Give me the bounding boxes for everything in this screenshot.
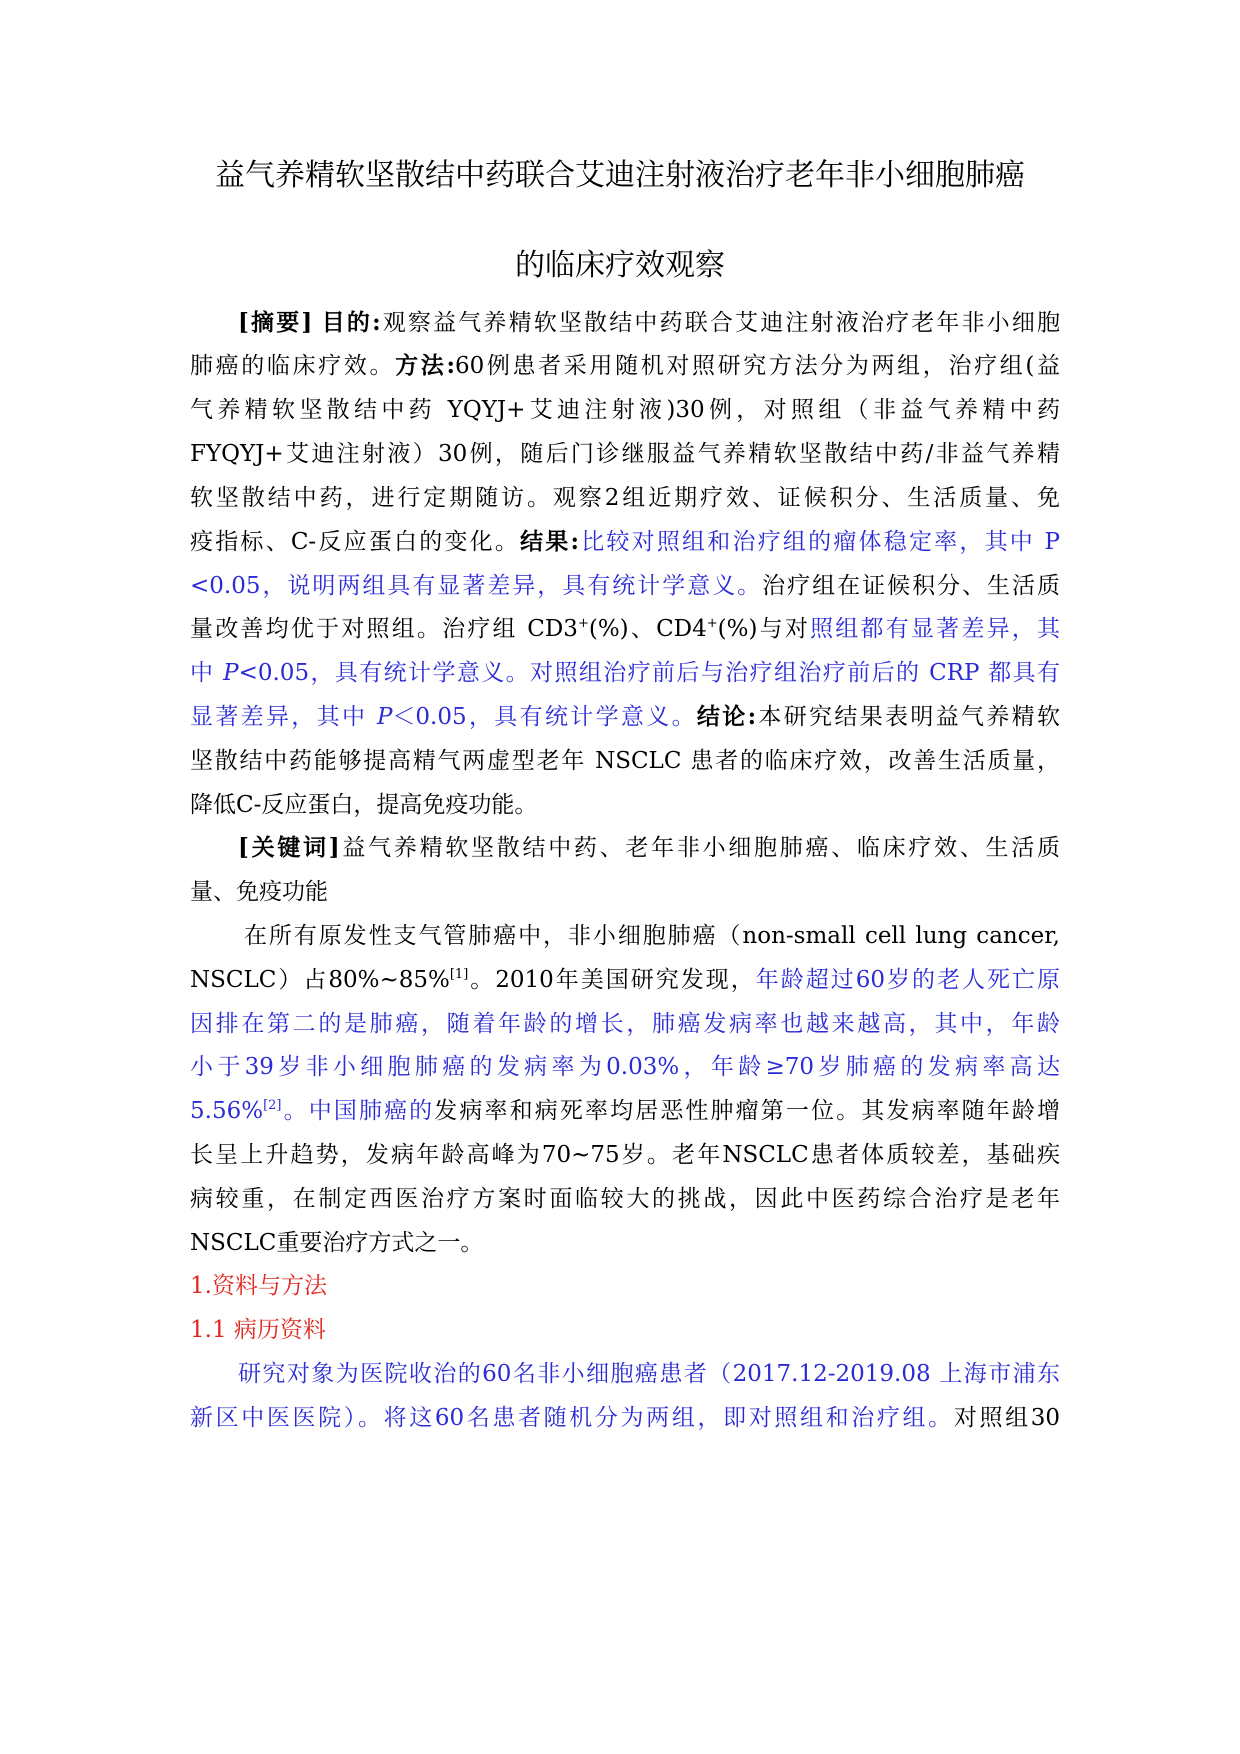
intro-line-5: 5.56%[2]。中国肺癌的发病率和病死率均居恶性肿瘤第一位。其发病率随年龄增: [190, 1098, 1060, 1124]
abstract-line-5: 软坚散结中药，进行定期随访。观察2组近期疗效、证候积分、生活质量、免: [190, 485, 1060, 511]
abstract-line-9: 中 P<0.05，具有统计学意义。对照组治疗前后与治疗组治疗前后的 CRP 都具有: [190, 660, 1060, 686]
abstract-label: [摘要]: [238, 309, 313, 336]
section-heading-1: 1.资料与方法: [190, 1273, 327, 1299]
body-line-2: 新区中医医院）。将这60名患者随机分为两组，即对照组和治疗组。对照组30: [190, 1405, 1060, 1431]
section-heading-1-1: 1.1 病历资料: [190, 1317, 326, 1343]
abstract-line-3: 气养精软坚散结中药 YQYJ+艾迪注射液)30例，对照组（非益气养精中药: [190, 397, 1060, 423]
abstract-line-6: 疫指标、C-反应蛋白的变化。结果:比较对照组和治疗组的瘤体稳定率，其中 P: [190, 528, 1060, 555]
intro-line-6: 长呈上升趋势，发病年龄高峰为70~75岁。老年NSCLC患者体质较差，基础疾: [190, 1142, 1060, 1168]
intro-line-8: NSCLC重要治疗方式之一。: [190, 1230, 484, 1256]
intro-line-3: 因排在第二的是肺癌，随着年龄的增长，肺癌发病率也越来越高，其中，年龄: [190, 1011, 1060, 1037]
abstract-line-11: 坚散结中药能够提高精气两虚型老年 NSCLC 患者的临床疗效，改善生活质量，: [190, 748, 1060, 774]
keywords-line-2: 量、免疫功能: [190, 879, 328, 905]
abstract-line-8: 量改善均优于对照组。治疗组 CD3+(%)、CD4+(%)与对照组都有显著差异，其: [190, 616, 1060, 642]
abstract-line-4: FYQYJ+艾迪注射液）30例，随后门诊继服益气养精软坚散结中药/非益气养精: [190, 441, 1060, 467]
abstract-line-10: 显著差异，其中 P＜0.05，具有统计学意义。结论:本研究结果表明益气养精软: [190, 703, 1060, 730]
title-line-1: 益气养精软坚散结中药联合艾迪注射液治疗老年非小细胞肺癌: [215, 158, 1025, 193]
abstract-line-7: <0.05，说明两组具有显著差异，具有统计学意义。治疗组在证候积分、生活质: [190, 573, 1060, 599]
abstract-line-12: 降低C-反应蛋白，提高免疫功能。: [190, 792, 538, 818]
body-line-1: 研究对象为医院收治的60名非小细胞癌患者（2017.12-2019.08 上海市浦东: [238, 1361, 1060, 1387]
aim-label: 目的:: [321, 309, 381, 336]
intro-line-7: 病较重，在制定西医治疗方案时面临较大的挑战，因此中医药综合治疗是老年: [190, 1186, 1060, 1212]
method-label: 方法:: [395, 352, 455, 379]
title-line-2: 的临床疗效观察: [515, 248, 725, 283]
keywords-line-1: [关键词]益气养精软坚散结中药、老年非小细胞肺癌、临床疗效、生活质: [238, 834, 1060, 861]
keywords-label: [关键词]: [238, 834, 340, 861]
intro-line-1: 在所有原发性支气管肺癌中，非小细胞肺癌（non-small cell lung cancer,: [244, 923, 1060, 949]
result-label: 结果:: [520, 528, 580, 555]
conclusion-label: 结论:: [696, 703, 757, 730]
abstract-line-1: [摘要] 目的:观察益气养精软坚散结中药联合艾迪注射液治疗老年非小细胞: [238, 309, 1060, 336]
intro-line-4: 小于39岁非小细胞肺癌的发病率为0.03%，年龄≥70岁肺癌的发病率高达: [190, 1054, 1060, 1080]
intro-line-2: NSCLC）占80%~85%[1]。2010年美国研究发现，年龄超过60岁的老人死亡原: [190, 967, 1060, 993]
abstract-line-2: 肺癌的临床疗效。方法:60例患者采用随机对照研究方法分为两组，治疗组(益: [190, 352, 1060, 379]
